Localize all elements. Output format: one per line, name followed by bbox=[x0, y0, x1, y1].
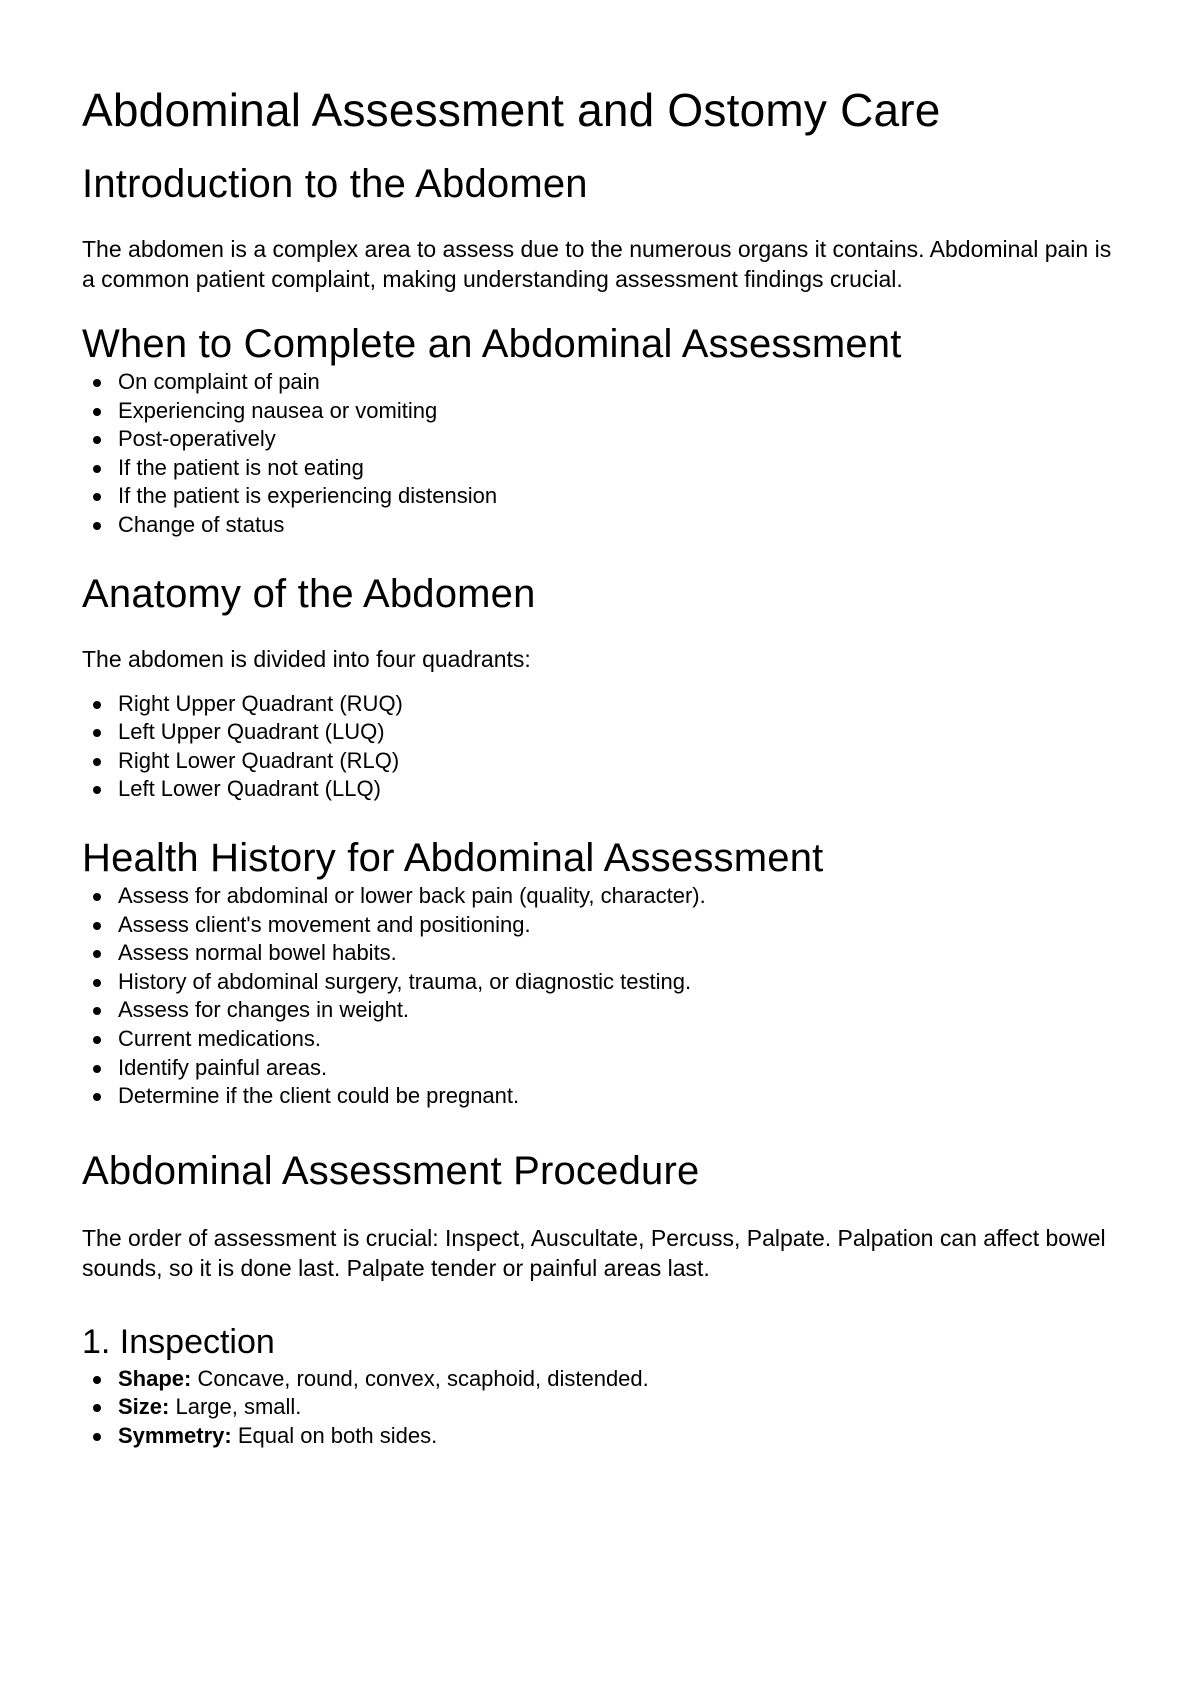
procedure-paragraph: The order of assessment is crucial: Inspect, Auscultate, Percuss, Palpate. Palpation can affect bowel sounds, so it is done last. Palpate tender or painful areas last. bbox=[82, 1224, 1106, 1281]
bullet-icon bbox=[93, 1376, 101, 1384]
list-item: Post-operatively bbox=[82, 425, 1118, 454]
list-item: If the patient is experiencing distension bbox=[82, 482, 1118, 511]
list-item: On complaint of pain bbox=[82, 368, 1118, 397]
section-heading-history: Health History for Abdominal Assessment bbox=[82, 835, 824, 880]
bullet-icon bbox=[93, 1065, 101, 1073]
bullet-icon bbox=[93, 1404, 101, 1412]
bullet-icon bbox=[93, 465, 101, 473]
bullet-icon bbox=[93, 408, 101, 416]
bullet-icon bbox=[93, 922, 101, 930]
list-item: Assess normal bowel habits. bbox=[82, 939, 1118, 968]
list-item: Left Lower Quadrant (LLQ) bbox=[82, 775, 1118, 804]
list-item: Left Upper Quadrant (LUQ) bbox=[82, 718, 1118, 747]
list-item: Current medications. bbox=[82, 1025, 1118, 1054]
list-item: Change of status bbox=[82, 511, 1118, 540]
list-item: Assess for changes in weight. bbox=[82, 996, 1118, 1025]
term-label: Symmetry: bbox=[118, 1422, 232, 1448]
bullet-icon bbox=[93, 950, 101, 958]
term-label: Shape: bbox=[118, 1365, 192, 1391]
list-item: Identify painful areas. bbox=[82, 1054, 1118, 1083]
subsection-heading-inspection: 1. Inspection bbox=[82, 1322, 275, 1361]
bullet-icon bbox=[93, 436, 101, 444]
section-heading-when: When to Complete an Abdominal Assessment bbox=[82, 322, 902, 366]
bullet-icon bbox=[93, 701, 101, 709]
list-item: Size: Large, small. bbox=[82, 1393, 1118, 1422]
list-item: Assess for abdominal or lower back pain (quality, character). bbox=[82, 882, 1118, 911]
document-title: Abdominal Assessment and Ostomy Care bbox=[82, 84, 941, 136]
term-label: Size: bbox=[118, 1394, 170, 1420]
quadrant-list bbox=[82, 690, 1118, 804]
list-item: Shape: Concave, round, convex, scaphoid, distended. bbox=[82, 1365, 1118, 1394]
bullet-icon bbox=[93, 786, 101, 794]
bullet-icon bbox=[93, 1007, 101, 1015]
section-heading-procedure: Abdominal Assessment Procedure bbox=[82, 1148, 700, 1193]
list-item: Symmetry: Equal on both sides. bbox=[82, 1422, 1118, 1451]
history-list bbox=[82, 882, 1118, 1111]
bullet-icon bbox=[93, 493, 101, 501]
bullet-icon bbox=[93, 1036, 101, 1044]
bullet-icon bbox=[93, 729, 101, 737]
list-item: Determine if the client could be pregnant. bbox=[82, 1082, 1118, 1111]
bullet-icon bbox=[93, 1433, 101, 1441]
anatomy-paragraph: The abdomen is divided into four quadrants: bbox=[82, 645, 531, 672]
bullet-icon bbox=[93, 379, 101, 387]
list-item: If the patient is not eating bbox=[82, 454, 1118, 483]
bullet-icon bbox=[93, 893, 101, 901]
list-item: History of abdominal surgery, trauma, or diagnostic testing. bbox=[82, 968, 1118, 997]
list-item: Right Lower Quadrant (RLQ) bbox=[82, 747, 1118, 776]
section-heading-anatomy: Anatomy of the Abdomen bbox=[82, 571, 536, 616]
intro-paragraph: The abdomen is a complex area to assess due to the numerous organs it contains. Abdominal pain is a common patient complaint, making understanding assessment findings crucial. bbox=[82, 236, 1112, 292]
list-item: Assess client's movement and positioning. bbox=[82, 911, 1118, 940]
list-item: Experiencing nausea or vomiting bbox=[82, 397, 1118, 426]
bullet-icon bbox=[93, 1093, 101, 1101]
inspection-list bbox=[82, 1365, 1118, 1451]
section-heading-intro: Introduction to the Abdomen bbox=[82, 162, 588, 206]
when-list bbox=[82, 368, 1118, 540]
list-item: Right Upper Quadrant (RUQ) bbox=[82, 690, 1118, 719]
bullet-icon bbox=[93, 758, 101, 766]
bullet-icon bbox=[93, 979, 101, 987]
bullet-icon bbox=[93, 522, 101, 530]
